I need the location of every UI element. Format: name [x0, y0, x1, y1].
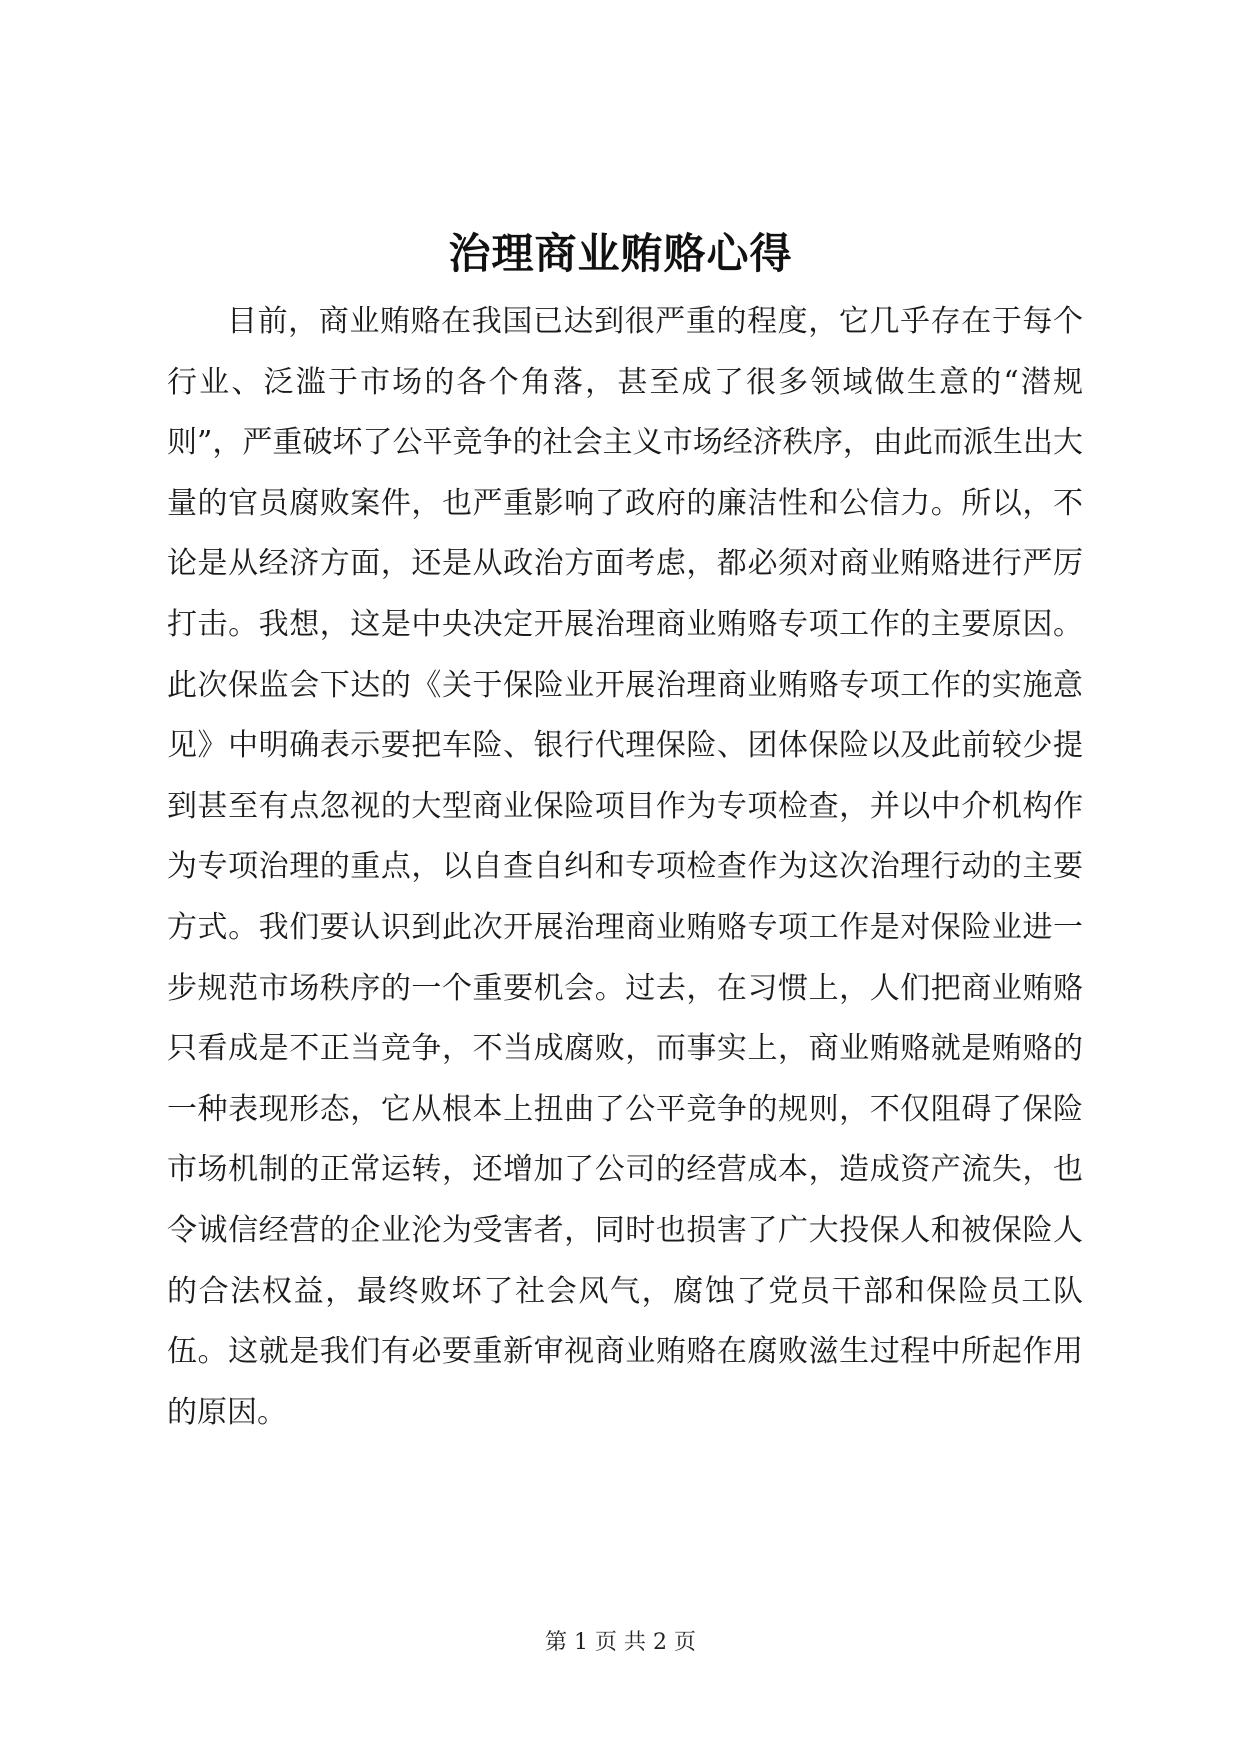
page-number-label: 第 1 页 共 2 页 [545, 1630, 696, 1655]
page-footer [0, 1628, 1241, 1658]
body-paragraph: 目前，商业贿赂在我国已达到很严重的程度，它几乎存在于每个行业、泛滥于市场的各个角落，甚至成了很多领域做生意的“潜规则”，严重破坏了公平竞争的社会主义市场经济秩序，由此而派生出大量的官员腐败案件，也严重影响了政府的廉洁性和公信力。所以，不论是从经济方面，还是从政治方面考虑，都必须对商业贿赂进行严厉打击。我想，这是中央决定开展治理商业贿赂专项工作的主要原因。此次保监会下达的《关于保险业开展治理商业贿赂专项工作的实施意见》中明确表示要把车险、银行代理保险、团体保险以及此前较少提到甚至有点忽视的大型商业保险项目作为专项检查，并以中介机构作为专项治理的重点，以自查自纠和专项检查作为这次治理行动的主要方式。我们要认识到此次开展治理商业贿赂专项工作是对保险业进一步规范市场秩序的一个重要机会。过去，在习惯上，人们把商业贿赂只看成是不正当竞争，不当成腐败，而事实上，商业贿赂就是贿赂的一种表现形态，它从根本上扭曲了公平竞争的规则，不仅阻碍了保险市场机制的正常运转，还增加了公司的经营成本，造成资产流失，也令诚信经营的企业沦为受害者，同时也损害了广大投保人和被保险人的合法权益，最终败坏了社会风气，腐蚀了党员干部和保险员工队伍。这就是我们有必要重新审视商业贿赂在腐败滋生过程中所起作用的原因。 [167, 304, 1083, 1430]
document-title: 治理商业贿赂心得 [448, 229, 793, 278]
